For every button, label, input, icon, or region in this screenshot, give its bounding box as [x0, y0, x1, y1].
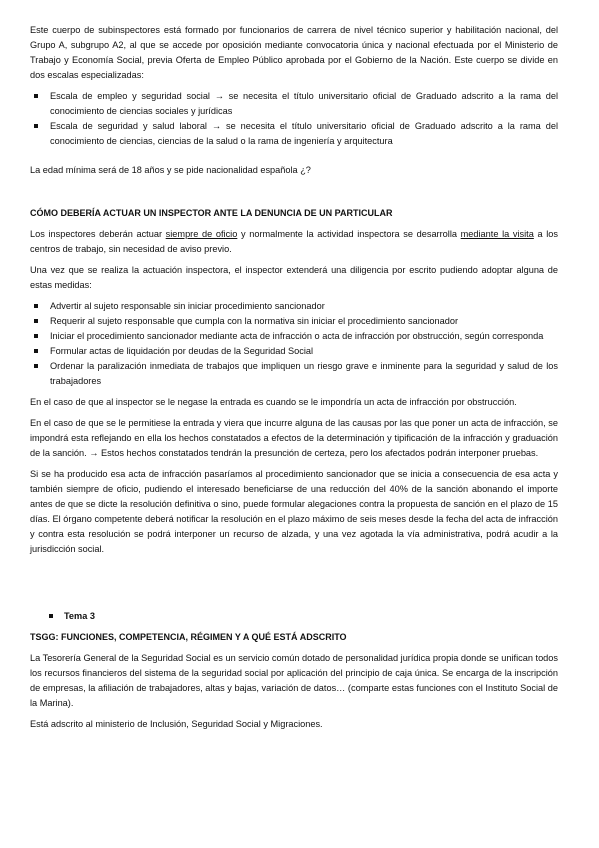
medidas-list [30, 299, 558, 389]
medidas-intro-paragraph: Una vez que se realiza la actuación inspectora, el inspector extenderá una diligencia por escrito pudiendo adoptar alguna de estas medidas: [30, 265, 558, 290]
section-heading: TSGG: FUNCIONES, COMPETENCIA, RÉGIMEN Y A QUÉ ESTÁ ADSCRITO [30, 632, 347, 642]
tema-bullet: Tema 3 [30, 609, 558, 624]
underlined-text: mediante la visita [460, 229, 534, 239]
list-item: Escala de empleo y seguridad social → se necesita el título universitario oficial de Graduado adscrito a la rama del conocimiento de ciencias sociales y jurídicas [30, 89, 558, 119]
underlined-text: siempre de oficio [165, 229, 238, 239]
infraccion-paragraph: En el caso de que se le permitiese la entrada y viera que incurre alguna de las causas por las que poner un acta de infracción, se impondrá esta reflejando en ella los hechos constatados a efectos de la determinación y tipificación de la infracción y graduación de la sanción. → Estos hechos constatados tendrán la presunción de certeza, pero los afectados podrán interponer pruebas. [30, 418, 558, 458]
list-item: Formular actas de liquidación por deudas de la Seguridad Social [30, 344, 558, 359]
edad-paragraph: La edad mínima será de 18 años y se pide nacionalidad española ¿? [30, 165, 311, 175]
obstruccion-paragraph: En el caso de que al inspector se le negase la entrada es cuando se le impondría un acta de infracción por obstrucción. [30, 397, 517, 407]
escalas-list [30, 89, 558, 149]
tesoreria-paragraph: La Tesorería General de la Seguridad Social es un servicio común dotado de personalidad jurídica propia donde se unifican todos los recursos financieros del sistema de la seguridad social por aplicación del principio de caja única. Se encarga de la inscripción de empresas, la afiliación de trabajadores, altas y bajas, variación de datos… (comparte estas funciones con el Instituto Social de la Marina). [30, 653, 558, 708]
adscrito-paragraph: Está adscrito al ministerio de Inclusión, Seguridad Social y Migraciones. [30, 719, 323, 729]
list-item: Requerir al sujeto responsable que cumpla con la normativa sin iniciar el procedimiento sancionador [30, 314, 558, 329]
list-item: Escala de seguridad y salud laboral → se necesita el título universitario oficial de Graduado adscrito a la rama del conocimiento de ciencias, ciencias de la salud o la rama de ingeniería y arquitectura [30, 119, 558, 149]
document-page [30, 23, 558, 732]
text-span: a los centros de trabajo, sin necesidad de aviso previo. [30, 229, 559, 254]
procedimiento-paragraph: Si se ha producido esa acta de infracción pasaríamos al procedimiento sancionador que se inicia a consecuencia de esa acta y también siempre de oficio, pudiendo el interesado beneficiarse de una reducción del 40% de la sanción abonando el importe antes de que se dicte la resolución definitiva o sino, puede formular alegaciones contra la propuesta de sanción en el plazo de 15 días. El órgano competente deberá notificar la resolución en el plazo máximo de seis meses desde la fecha del acta de infracción y contra esta resolución se podrá interponer un recurso de alzada, y una vez agotada la vía administrativa, podrá acudir a la jurisdicción social. [30, 469, 558, 554]
section-heading: CÓMO DEBERÍA ACTUAR UN INSPECTOR ANTE LA DENUNCIA DE UN PARTICULAR [30, 208, 393, 218]
intro-paragraph: Este cuerpo de subinspectores está formado por funcionarios de carrera de nivel técnico superior y habilitación nacional, del Grupo A, subgrupo A2, al que se accede por oposición mediante convocatoria única y nacional efectuada por el Ministerio de Trabajo y Economía Social, previa Oferta de Empleo Público aprobada por el Gobierno de la Nación. Este cuerpo se divide en dos escalas especializadas: [30, 25, 558, 80]
text-span: Los inspectores deberán actuar [30, 229, 166, 239]
oficio-paragraph [30, 227, 558, 257]
list-item: Iniciar el procedimiento sancionador mediante acta de infracción o acta de infracción por obstrucción, según corresponda [30, 329, 558, 344]
text-span: y normalmente la actividad inspectora se desarrolla [237, 229, 461, 239]
list-item: Advertir al sujeto responsable sin iniciar procedimiento sancionador [30, 299, 558, 314]
list-item: Ordenar la paralización inmediata de trabajos que impliquen un riesgo grave e inminente para la seguridad y salud de los trabajadores [30, 359, 558, 389]
